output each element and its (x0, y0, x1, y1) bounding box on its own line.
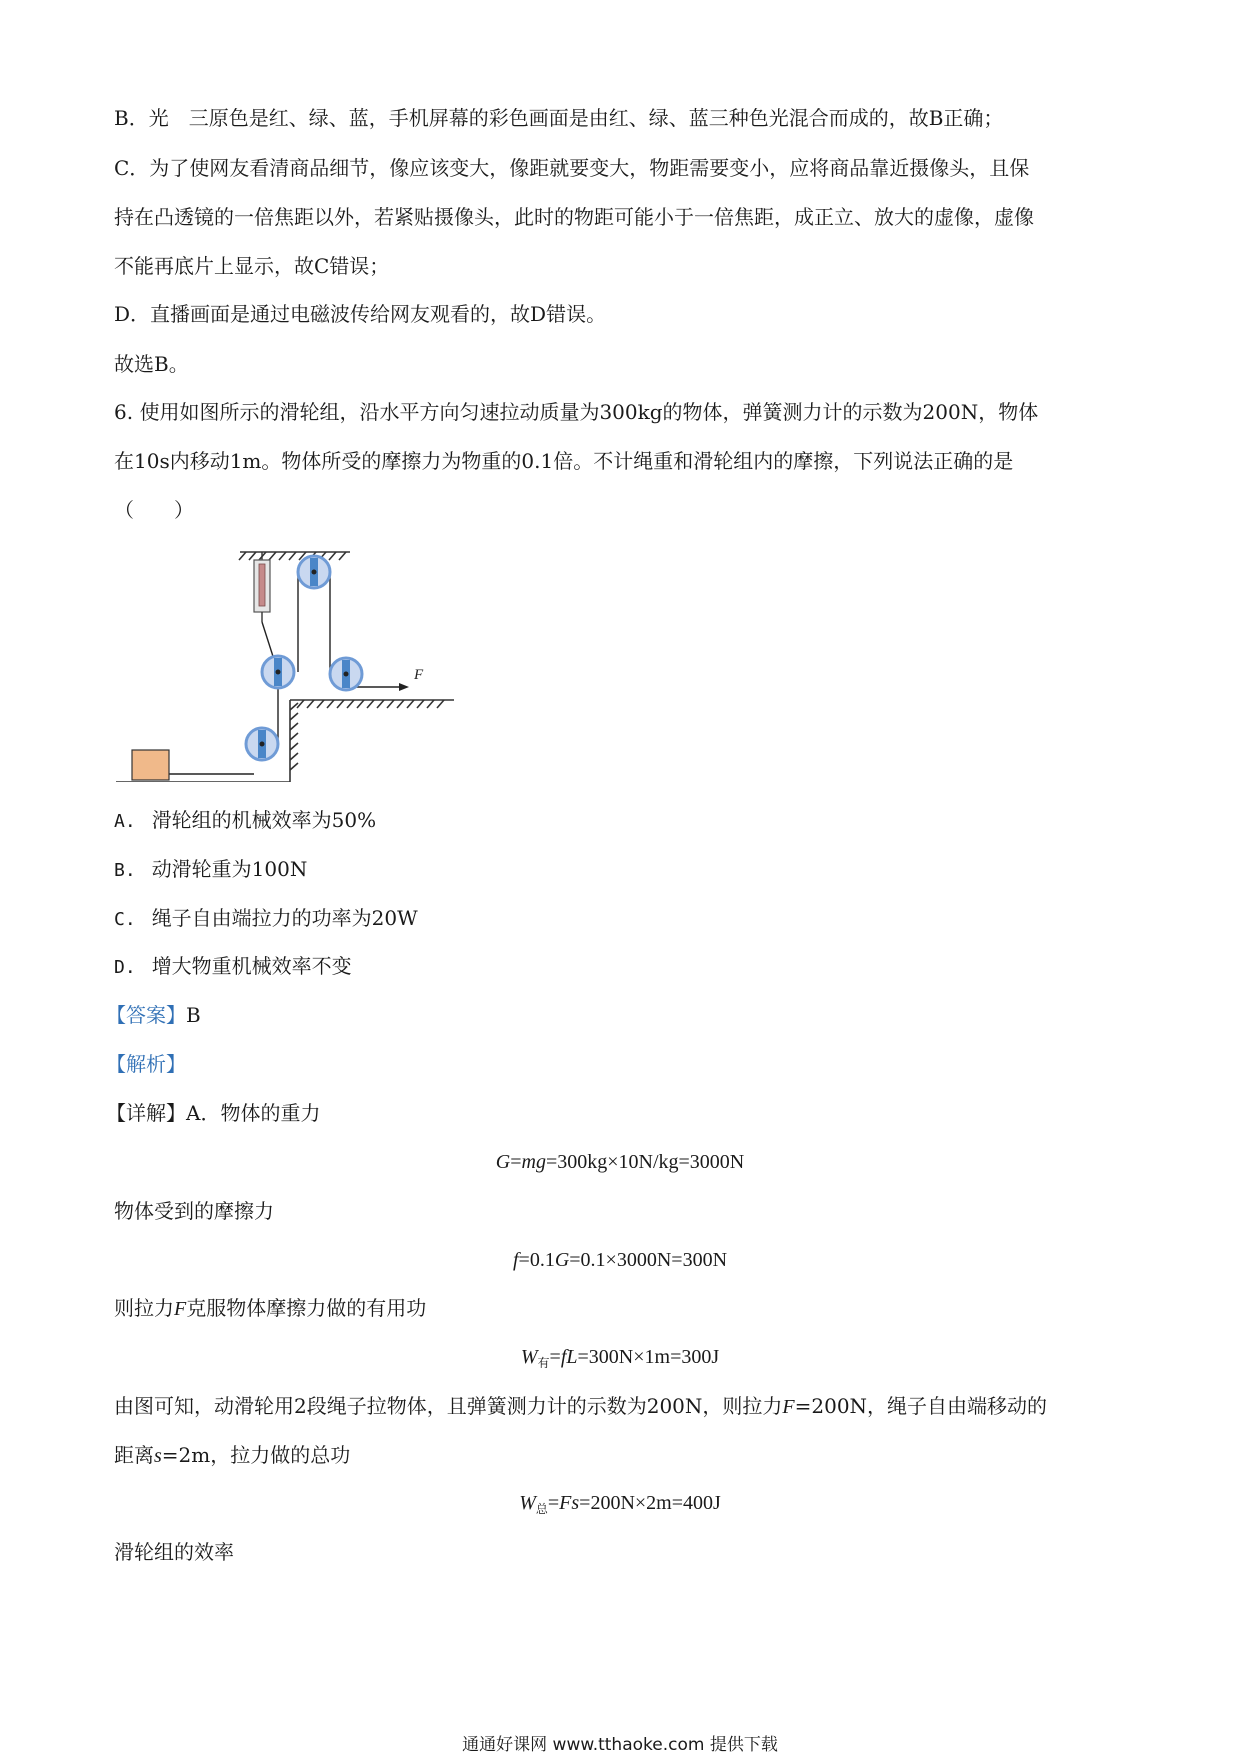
object-block (132, 750, 169, 780)
pulley-diagram (114, 532, 454, 782)
force-label: F (414, 667, 424, 683)
sol-t5: 滑轮组的效率 (114, 1540, 234, 1564)
detail-text: A．物体的重力 (186, 1101, 321, 1125)
var-mg: mg (521, 1151, 546, 1173)
eq-sign: = (510, 1151, 522, 1173)
detail-line (106, 1099, 320, 1127)
sol-t1: 物体受到的摩擦力 (114, 1199, 274, 1223)
eq-sign: = (549, 1346, 561, 1368)
eq-sign: = (547, 1492, 560, 1514)
analysis-tag: 【解析】 (106, 1052, 186, 1076)
option-text: 滑轮组的机械效率为50% (151, 808, 377, 832)
sol-t2 (114, 1294, 426, 1323)
answer-value: B (186, 1003, 201, 1027)
var-w: W (519, 1492, 536, 1514)
detail-tag: 【详解】 (106, 1101, 186, 1125)
formula-gravity (0, 1148, 1240, 1176)
var-s: s (154, 1445, 162, 1467)
formula-total-work (0, 1489, 1240, 1523)
eq-sign: =0.1 (518, 1249, 555, 1271)
sol-t3b: =200N，绳子自由端移动的 (794, 1394, 1048, 1418)
var-f: F (174, 1298, 187, 1320)
line-b: B．光 三原色是红、绿、蓝，手机屏幕的彩色画面是由红、绿、蓝三种色光混合而成的，故B正确； (114, 106, 1004, 130)
var-f: F (782, 1396, 795, 1418)
var-g: G (554, 1249, 570, 1271)
question-paren: （ ） (114, 498, 194, 522)
question-line2: 在10s内移动1m。物体所受的摩擦力为物重的0.1倍。不计绳重和滑轮组内的摩擦，下列说法正确的是 (114, 449, 1014, 473)
var-g: G (495, 1151, 511, 1173)
question-line1: 6. 使用如图所示的滑轮组，沿水平方向匀速拉动质量为300kg的物体，弹簧测力计的示数为200N，物体 (114, 400, 1039, 424)
sub-zong: 总 (535, 1502, 548, 1516)
line-choose: 故选B。 (114, 352, 189, 376)
sol-t2b: 克服物体摩擦力做的有用功 (186, 1296, 427, 1320)
sol-t2a: 则拉力 (114, 1296, 174, 1320)
option-label: B. (114, 860, 136, 881)
ledge (290, 700, 454, 782)
answer-line (106, 1001, 201, 1029)
sol-t3a: 由图可知，动滑轮用2段绳子拉物体，且弹簧测力计的示数为200N，则拉力 (114, 1394, 783, 1418)
option-b (114, 855, 307, 885)
force-arrow (399, 683, 409, 691)
fixed-pulley-top (298, 556, 330, 588)
option-text: 绳子自由端拉力的功率为20W (151, 906, 418, 930)
line-d: D．直播画面是通过电磁波传给网友观看的，故D错误。 (114, 302, 607, 326)
sol-t4b: =2m，拉力做的总功 (161, 1443, 351, 1467)
var-f: f (512, 1249, 519, 1271)
formula-friction (0, 1246, 1240, 1274)
movable-pulley-left (262, 656, 294, 688)
analysis-line (106, 1050, 186, 1078)
fixed-pulley-bottom (246, 728, 278, 760)
ceiling (239, 552, 350, 560)
line-c3: 不能再底片上显示，故C错误； (114, 254, 390, 278)
option-label: D. (114, 957, 136, 978)
formula-rest: =200N×2m=400J (579, 1492, 721, 1514)
movable-pulley-right (330, 658, 362, 690)
formula-rest: =300kg×10N/kg=3000N (545, 1151, 745, 1173)
sol-t4 (114, 1441, 350, 1470)
var-w: W (520, 1346, 538, 1368)
spring-scale (254, 552, 270, 622)
var-fl: fL (560, 1346, 578, 1368)
formula-useful-work (0, 1343, 1240, 1377)
footer: 通通好课网 www.tthaoke.com 提供下载 (462, 1735, 778, 1755)
formula-rest: =0.1×3000N=300N (569, 1249, 728, 1271)
formula-rest: =300N×1m=300J (577, 1346, 720, 1368)
var-fs: Fs (559, 1492, 580, 1514)
option-label: C. (114, 909, 136, 930)
option-d (114, 952, 352, 982)
answer-tag: 【答案】 (106, 1003, 186, 1027)
option-text: 增大物重机械效率不变 (151, 954, 352, 978)
option-text: 动滑轮重为100N (151, 857, 308, 881)
line-c1: C．为了使网友看清商品细节，像应该变大，像距就要变大，物距需要变小，应将商品靠近摄像头，且保 (114, 156, 1030, 180)
option-c (114, 904, 418, 934)
sol-t4a: 距离 (114, 1443, 154, 1467)
option-label: A. (114, 811, 136, 832)
line-c2: 持在凸透镜的一倍焦距以外，若紧贴摄像头，此时的物距可能小于一倍焦距，成正立、放大的虚像，虚像 (114, 205, 1034, 229)
sol-t3 (114, 1392, 1047, 1421)
option-a (114, 806, 376, 836)
sub-you: 有 (537, 1356, 550, 1370)
